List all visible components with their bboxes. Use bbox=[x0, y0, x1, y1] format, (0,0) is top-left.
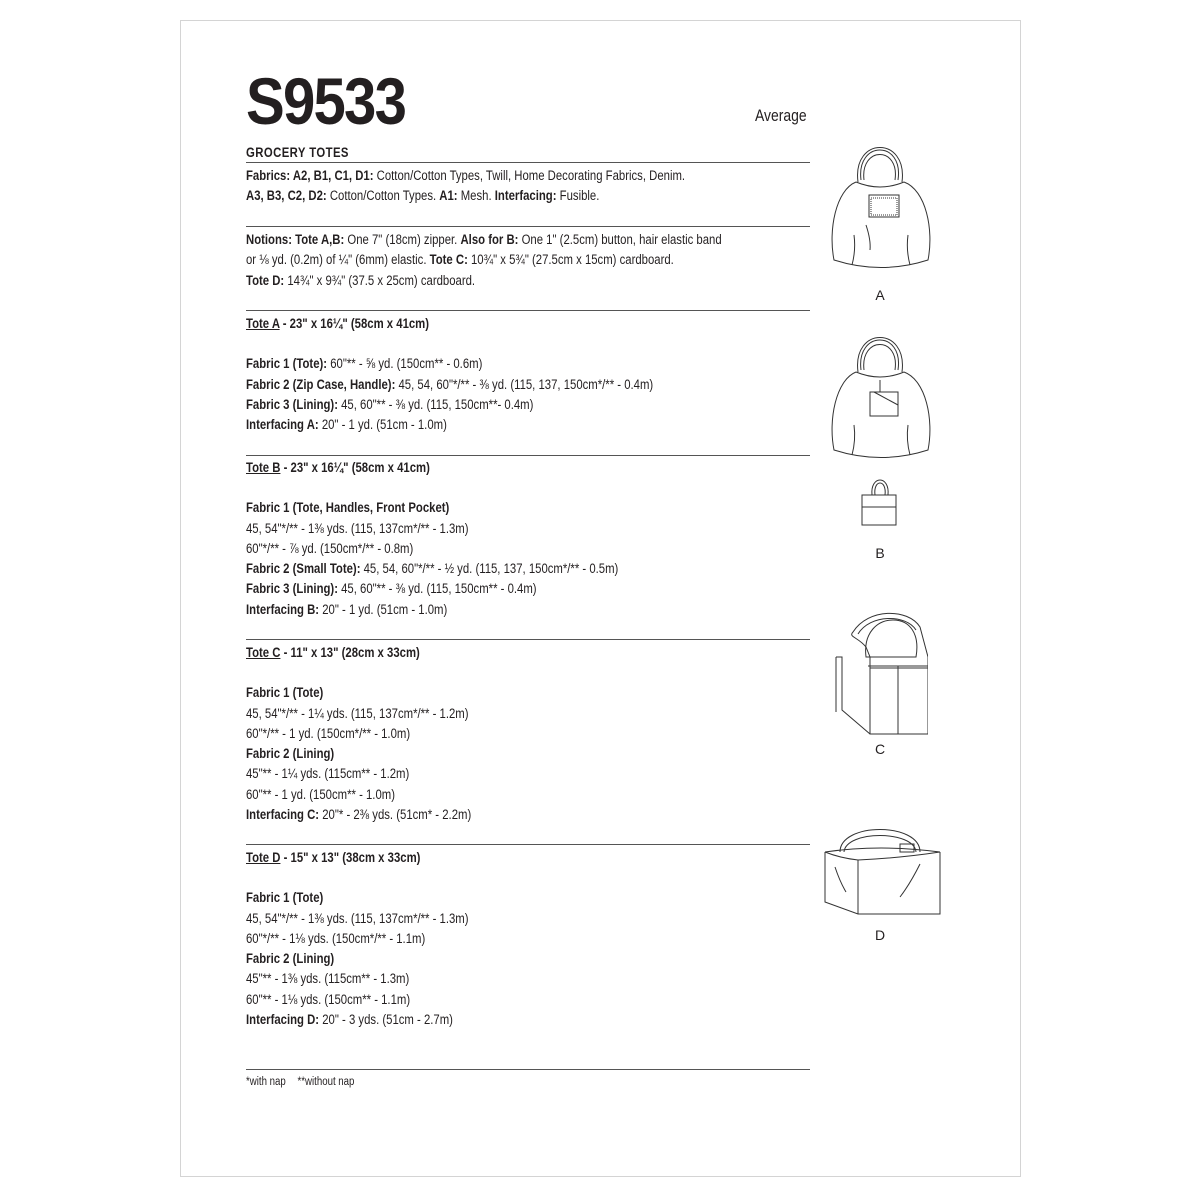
yardage-label: Fabric 3 (Lining): bbox=[246, 396, 338, 412]
illustration-label-b: B bbox=[875, 545, 885, 561]
yardage-text: 45, 60"** - ⅜ yd. (115, 150cm** - 0.4m) bbox=[337, 581, 537, 597]
tote-c-size: - 11" x 13" (28cm x 33cm) bbox=[280, 645, 420, 660]
yardage-label: Fabric 2 (Small Tote): bbox=[246, 561, 361, 577]
yardage-text: 60"** - 1⅛ yds. (150cm** - 1.1m) bbox=[246, 991, 411, 1007]
notions-text: 14¾" x 9¾" (37.5 x 25cm) cardboard. bbox=[284, 272, 476, 288]
fabrics-text-2: Cotton/Cotton Types. bbox=[326, 188, 440, 204]
yardage-label: Fabric 1 (Tote) bbox=[246, 685, 324, 701]
footnote bbox=[246, 1072, 810, 1092]
pattern-title bbox=[246, 143, 810, 163]
divider bbox=[246, 162, 810, 163]
notions-section bbox=[246, 230, 810, 291]
yardage-label: Interfacing A: bbox=[246, 417, 319, 433]
yardage-text: 45, 54"*/** - 1⅜ yds. (115, 137cm*/** - 1.3m) bbox=[246, 910, 469, 926]
fabrics-text: Cotton/Cotton Types, Twill, Home Decorating Fabrics, Denim. bbox=[373, 168, 686, 183]
also-for-b-label: Also for B: bbox=[460, 232, 519, 247]
yardage-text: 60"** - ⅝ yd. (150cm** - 0.6m) bbox=[327, 356, 483, 372]
yardage-text: 60"*/** - 1⅛ yds. (150cm*/** - 1.1m) bbox=[246, 930, 426, 946]
difficulty-level: Average bbox=[755, 106, 807, 125]
tote-c-illustration bbox=[828, 612, 928, 737]
tote-c-name: Tote C bbox=[246, 645, 281, 660]
notions-text: One 7" (18cm) zipper. bbox=[344, 232, 461, 247]
without-nap-note: **without nap bbox=[297, 1076, 355, 1088]
yardage-label: Fabric 1 (Tote): bbox=[246, 356, 328, 372]
yardage-text: 60"*/** - ⅞ yd. (150cm*/** - 0.8m) bbox=[246, 540, 414, 556]
tote-b-size: - 23" x 16¼" (58cm x 41cm) bbox=[280, 460, 430, 475]
tote-c-section bbox=[246, 643, 810, 825]
yardage-text: 45"** - 1¼ yds. (115cm** - 1.2m) bbox=[246, 766, 410, 782]
pattern-number: S9533 bbox=[246, 64, 406, 138]
notions-text: One 1" (2.5cm) button, hair elastic band bbox=[518, 232, 722, 247]
mesh-text: Mesh. bbox=[457, 188, 495, 204]
illustration-label-c: C bbox=[874, 741, 886, 757]
yardage-text: 45, 60"** - ⅜ yd. (115, 150cm**- 0.4m) bbox=[337, 396, 534, 412]
yardage-text: 20" - 1 yd. (51cm - 1.0m) bbox=[319, 601, 448, 617]
yardage-text: 45, 54"*/** - 1⅜ yds. (115, 137cm*/** - 1.3m) bbox=[246, 520, 469, 536]
illustration-label-d: D bbox=[874, 927, 886, 943]
tote-c-label: Tote C: bbox=[429, 252, 468, 268]
tote-d-section bbox=[246, 848, 810, 1030]
yardage-text: 45"** - 1⅜ yds. (115cm** - 1.3m) bbox=[246, 971, 410, 987]
tote-b-name: Tote B bbox=[246, 460, 281, 475]
tote-a-size: - 23" x 16¼" (58cm x 41cm) bbox=[279, 316, 430, 331]
notions-text: 10¾" x 5¾" (27.5cm x 15cm) cardboard. bbox=[467, 252, 674, 268]
yardage-label: Fabric 2 (Lining) bbox=[246, 746, 335, 762]
with-nap-note: *with nap bbox=[246, 1076, 286, 1088]
yardage-text: 20"* - 2⅜ yds. (51cm* - 2.2m) bbox=[319, 807, 472, 823]
yardage-label: Fabric 2 (Lining) bbox=[246, 951, 335, 967]
tote-d-illustration bbox=[810, 822, 960, 917]
title-text: GROCERY TOTES bbox=[246, 145, 349, 160]
fabrics-section bbox=[246, 166, 810, 207]
interfacing-label: Interfacing: bbox=[494, 188, 557, 204]
yardage-text: 20" - 3 yds. (51cm - 2.7m) bbox=[319, 1012, 453, 1028]
divider bbox=[246, 1069, 810, 1070]
divider bbox=[246, 639, 810, 640]
yardage-text: 45, 54, 60"*/** - ½ yd. (115, 137, 150cm*/** - 0.5m) bbox=[360, 561, 619, 577]
yardage-text: 60"** - 1 yd. (150cm** - 1.0m) bbox=[246, 786, 395, 802]
divider bbox=[246, 455, 810, 456]
yardage-label: Fabric 2 (Zip Case, Handle): bbox=[246, 376, 396, 392]
yardage-label: Interfacing C: bbox=[246, 807, 320, 823]
yardage-label: Fabric 1 (Tote, Handles, Front Pocket) bbox=[246, 500, 450, 516]
tote-a-name: Tote A bbox=[246, 316, 280, 331]
notions-label: Notions: Tote A,B: bbox=[246, 232, 345, 247]
yardage-text: 60"*/** - 1 yd. (150cm*/** - 1.0m) bbox=[246, 725, 411, 741]
interfacing-text: Fusible. bbox=[556, 188, 600, 204]
tote-d-label: Tote D: bbox=[246, 272, 285, 288]
yardage-label: Interfacing D: bbox=[246, 1012, 320, 1028]
yardage-text: 20" - 1 yd. (51cm - 1.0m) bbox=[318, 417, 447, 433]
yardage-label: Fabric 3 (Lining): bbox=[246, 581, 338, 597]
tote-a-illustration bbox=[826, 140, 936, 280]
tote-d-size: - 15" x 13" (38cm x 33cm) bbox=[280, 850, 421, 865]
divider bbox=[246, 226, 810, 227]
tote-b-section bbox=[246, 458, 810, 620]
fabrics-label-2: A3, B3, C2, D2: bbox=[246, 188, 327, 204]
divider bbox=[246, 310, 810, 311]
tote-b-illustration bbox=[826, 330, 936, 545]
divider bbox=[246, 844, 810, 845]
yardage-text: 45, 54"*/** - 1¼ yds. (115, 137cm*/** - 1.2m) bbox=[246, 705, 469, 721]
illustration-label-a: A bbox=[875, 287, 885, 303]
notions-text: or ⅛ yd. (0.2m) of ¼" (6mm) elastic. bbox=[246, 252, 430, 268]
yardage-label: Fabric 1 (Tote) bbox=[246, 890, 324, 906]
yardage-label: Interfacing B: bbox=[246, 601, 320, 617]
tote-d-name: Tote D bbox=[246, 850, 281, 865]
fabrics-label: Fabrics: A2, B1, C1, D1: bbox=[246, 168, 374, 183]
tote-a-section bbox=[246, 314, 810, 435]
yardage-text: 45, 54, 60"*/** - ⅜ yd. (115, 137, 150cm*/** - 0.4m) bbox=[395, 376, 654, 392]
mesh-label: A1: bbox=[439, 188, 458, 204]
